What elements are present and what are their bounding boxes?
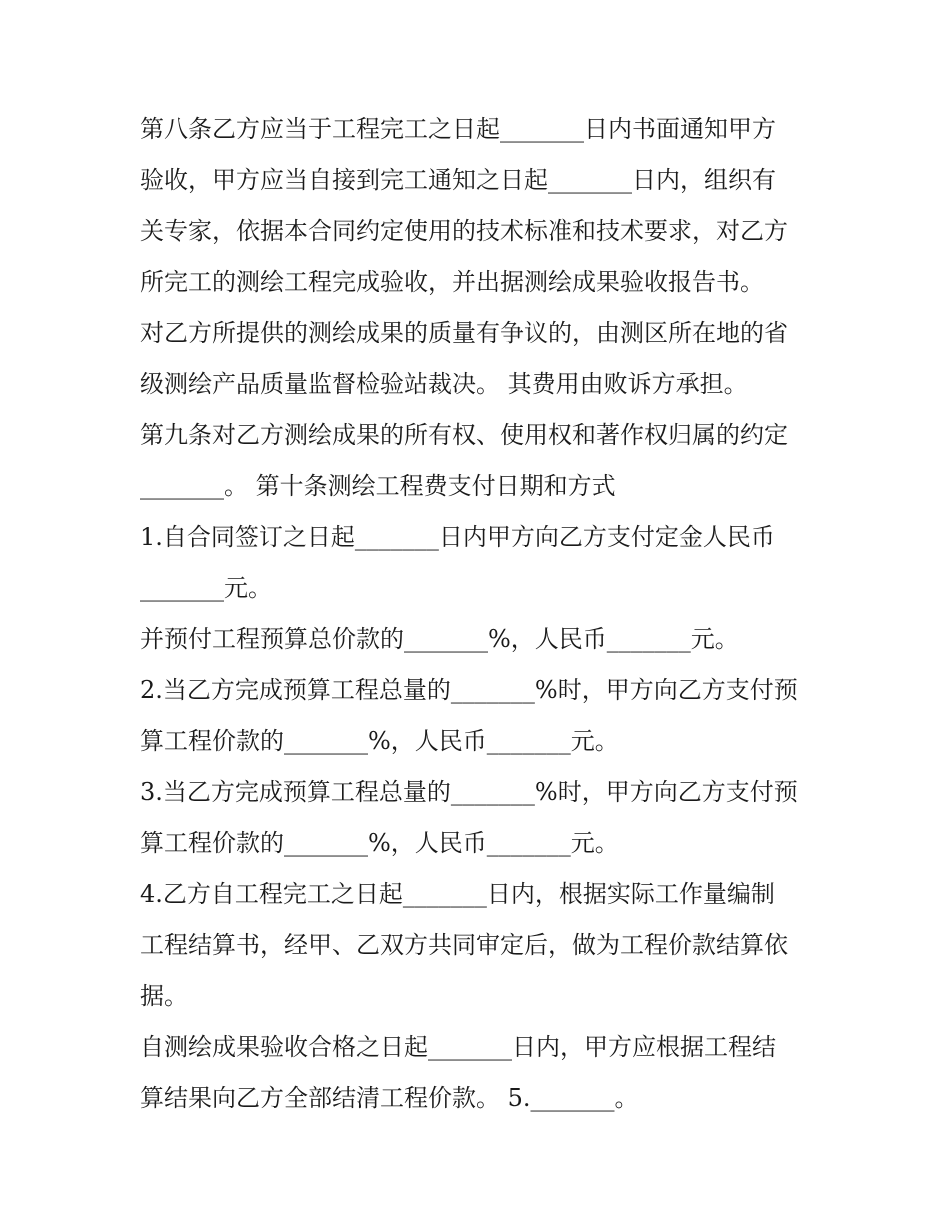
text-line: 并预付工程预算总价款的_______%，人民币_______元。 xyxy=(140,625,739,653)
text-line: 级测绘产品质量监督检验站裁决。 其费用由败诉方承担。 xyxy=(140,370,748,398)
text-line: 2.当乙方完成预算工程总量的_______%时，甲方向乙方支付预 xyxy=(140,676,798,704)
text-line: 3.当乙方完成预算工程总量的_______%时，甲方向乙方支付预 xyxy=(140,778,798,806)
text-line: 工程结算书，经甲、乙双方共同审定后，做为工程价款结算依 xyxy=(140,931,788,959)
text-line: _______。 第十条测绘工程费支付日期和方式 xyxy=(140,472,616,500)
contract-text xyxy=(140,104,820,1124)
text-line: 4.乙方自工程完工之日起_______日内，根据实际工作量编制 xyxy=(140,880,775,908)
text-line: 算工程价款的_______%，人民币_______元。 xyxy=(140,829,619,857)
text-line: 第八条乙方应当于工程完工之日起_______日内书面通知甲方 xyxy=(140,115,776,143)
text-line: _______元。 xyxy=(140,574,272,602)
text-line: 算结果向乙方全部结清工程价款。 5._______。 xyxy=(140,1084,639,1112)
text-line: 据。 xyxy=(140,982,188,1010)
text-line: 自测绘成果验收合格之日起_______日内，甲方应根据工程结 xyxy=(140,1033,776,1061)
text-line: 关专家，依据本合同约定使用的技术标准和技术要求，对乙方 xyxy=(140,217,788,245)
text-line: 对乙方所提供的测绘成果的质量有争议的，由测区所在地的省 xyxy=(140,319,788,347)
text-line: 1.自合同签订之日起_______日内甲方向乙方支付定金人民币 xyxy=(140,523,775,551)
text-line: 验收，甲方应当自接到完工通知之日起_______日内，组织有 xyxy=(140,166,776,194)
text-line: 算工程价款的_______%，人民币_______元。 xyxy=(140,727,619,755)
text-line: 所完工的测绘工程完成验收，并出据测绘成果验收报告书。 xyxy=(140,268,764,296)
text-line: 第九条对乙方测绘成果的所有权、使用权和著作权归属的约定 xyxy=(140,421,788,449)
